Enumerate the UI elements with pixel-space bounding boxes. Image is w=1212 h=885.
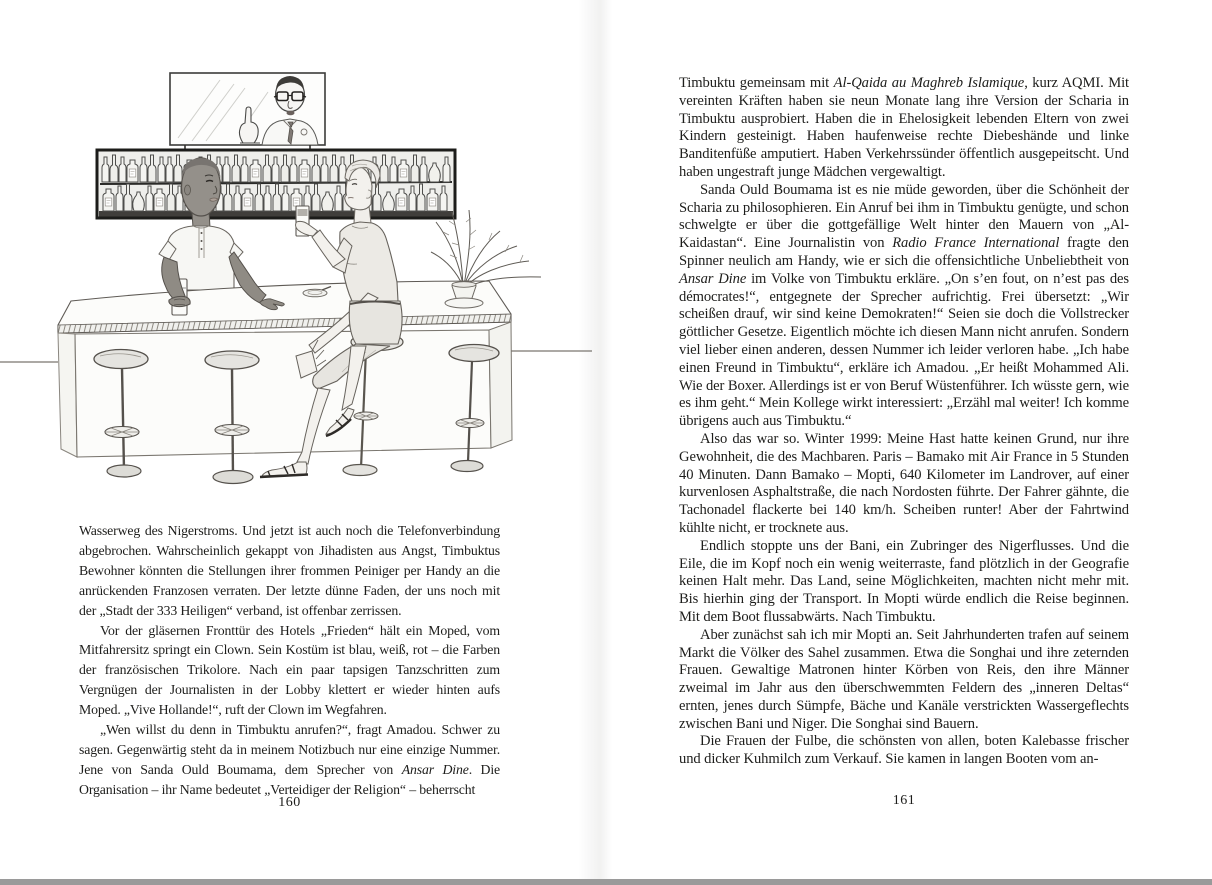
counter-left-side (58, 333, 77, 457)
left-page-text (79, 521, 500, 800)
ear (185, 185, 191, 195)
window-bottom-edge (0, 879, 1212, 885)
left-page-number: 160 (278, 795, 301, 810)
wall-mirror (170, 73, 325, 145)
bar-scene-illustration (0, 58, 600, 510)
right-page-text (679, 75, 1129, 769)
t-shirt (340, 222, 398, 301)
paragraph: Timbuktu gemeinsam mit Al-Qaida au Maghreb Islamique, kurz AQMI. Mit vereinten Kräften haben sie neun Monate lang ihre Version der Scharia in Timbuktu ausprobiert. Haben die in Ehelosigkeit lebenden Eltern von zwei Kindern gesteinigt. Haben haufenweise rechte Diebeshände und linke Banditenfüße amputiert. Haben Verkehrssünder öffentlich ausgepeitscht. Und haben ungestraft junge Mädchen vergewaltigt. (679, 75, 1129, 180)
paragraph: Aber zunächst sah ich mir Mopti an. Seit Jahrhunderten trafen auf seinem Markt die Völker des Sahel zusammen. Etwa die Songhai und ihre zeternden Frauen. Gewaltige Matronen hinter Körben von Reis, den ihre Männer zweimal im Jahr aus den überschwemmten Feldern des „inneren Deltas“ ernten, jenes durch Sümpfe, Bäche und Kanäle verstrickten Wassergeflechts zwischen Bani und Niger. Die Songhai sind Bauern. (679, 626, 1129, 732)
open-mouth (287, 111, 295, 116)
hand-holding-glass (169, 296, 190, 306)
paragraph: „Wen willst du denn in Timbuktu anrufen?“, fragt Amadou. Schwer zu sagen. Gegenwärtig steht da in meinem Notizbuch nur eine einzige Nummer. Jene von Sanda Ould Boumama, dem Sprecher von Ansar Dine. Die Organisation – ihr Name bedeutet „Verteidiger der Religion“ – beherrscht (79, 722, 500, 797)
paragraph: Wasserweg des Nigerstroms. Und jetzt ist auch noch die Telefonverbindung abgebrochen. Wahrscheinlich gekappt von Jihadisten aus Angst, Timbuktus Bewohner könnten die Stellungen ihrer frommen Peiniger per Handy an die anrückenden Franzosen verraten. Der letzte dünne Faden, der uns noch mit der „Stadt der 333 Heiligen“ verband, ist offenbar zerrissen. (79, 523, 500, 618)
page-left (0, 0, 606, 879)
counter-front-panel (75, 330, 491, 457)
bottle-shelf (97, 150, 455, 218)
hips (349, 301, 402, 344)
paragraph: Also das war so. Winter 1999: Meine Hast hatte keinen Grund, nur ihre Gewohnheit, die des Machbaren. Paris – Bamako mit Air France in 5 Stunden 40 Minuten. Dann Bamako – Mopti, 640 Kilometer im Landrover, auf einer kurvenlosen Asphaltstraße, die nach Nordosten führte. Der Fahrer gähnte, die Tachonadel flackerte bei 140 km/h. Scheiben runter! Aber der Fahrtwind kühlte nicht, er trocknete aus. (679, 430, 1129, 536)
page-right (606, 0, 1212, 879)
bar-scene-drawing (0, 58, 600, 510)
palm-fronds (431, 210, 541, 288)
paragraph: Endlich stoppte uns der Bani, ein Zubringer des Nigerflusses. Und die Eile, die im Kopf noch ein wenig weiterraste, fand plötzlich in der Geografie keinen Halt mehr. Das Land, seine Möglichkeiten, machten nicht mehr mit. Bis hierhin ging der Transport. In Mopti würde endlich die Reise beginnen. Mit dem Boot flussabwärts. Nach Timbuktu. (679, 537, 1129, 625)
paragraph: Sanda Ould Boumama ist es nie müde geworden, über die Schönheit der Scharia zu philosophieren. Ein Anruf bei ihm in Timbuktu genügte, und schon schwelgte er über die gottgefällige Welt hinter den Mauern von „Al-Kaidastan“. Eine Journalistin von Radio France International fragte den Spinner neulich am Handy, wie er sich die offensichtliche Unbeliebtheit von Ansar Dine im Volke von Timbuktu erkläre. „On s’en fout, on n’est pas des démocrates!“, entgegnete der Sprecher aufrichtig. Frei übersetzt: „Wir scheißen drauf, wir sind keine Demokraten!“ Seien sie doch die Vollstrecker göttlicher Gesetze. Eigentlich möchte ich diesen Mann nicht anrufen. Sondern viel lieber einen anderen, dessen Nummer ich leider verloren habe. „Ich habe einen Freund in Timbuktu“, erkläre ich Amadou. „Er heißt Mohammed Ali. Wie der Boxer. Allerdings ist er von Beruf Wüstenführer. Ich wüsste gern, wie es ihm geht.“ Mein Kollege wirkt interessiert: „Erzähl mal weiter! Ich komme übrigens auch aus Timbuktu.“ (679, 181, 1130, 430)
lips (348, 198, 354, 199)
saucer (445, 298, 483, 308)
counter-right-side (489, 322, 512, 448)
right-page-number: 161 (892, 793, 916, 808)
paragraph: Vor der gläsernen Fronttür des Hotels „Frieden“ hält ein Moped, vom Mitfahrersitz springt ein Clown. Sein Kostüm ist blau, weiß, rot – die Farben der französischen Trikolore. Nach ein paar tapsigen Tanzschritten zum Vergnügen der Journalisten in der Lobby klettert er wieder hinten aufs Moped. „Vive Hollande!“, ruft der Clown im Wegfahren. (79, 622, 500, 718)
paragraph: Die Frauen der Fulbe, die schönsten von allen, boten Kalebasse frischer und dicker Kuhmilch zum Verkauf. Sie kamen in langen Booten vom an- (679, 733, 1129, 768)
